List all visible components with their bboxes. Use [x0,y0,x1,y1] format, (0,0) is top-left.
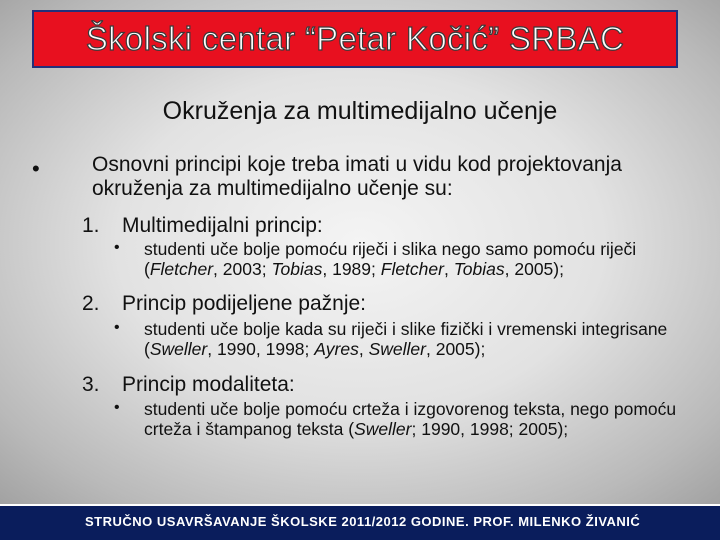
intro-bullet: • [32,156,40,181]
principle-3-bullet: • [114,399,120,416]
principle-1-bullet: • [114,239,120,256]
intro-text: Osnovni principi koje treba imati u vidu kod projektovanja okruženja za multimedijalno učenje su: [92,153,622,200]
detail-text: , 1989; [322,259,381,279]
detail-text: ; 1990, 1998; 2005); [411,419,569,439]
author-name: Sweller [149,339,208,359]
detail-text: , 2005); [425,339,486,359]
author-name: Tobias [453,259,505,279]
principle-2-label: Princip podijeljene pažnje: [122,292,366,315]
principle-2-bullet: • [114,319,120,336]
principle-3-detail [144,399,689,439]
principle-3-number: 3. [82,373,100,396]
principle-2-detail [144,319,689,359]
author-name: Fletcher [380,259,444,279]
detail-text: , 2005); [504,259,564,279]
author-name: Fletcher [149,259,214,279]
principle-1-number: 1. [82,214,100,237]
principle-1-detail [144,239,689,279]
detail-text: , 1990, 1998; [207,339,315,359]
author-name: Tobias [271,259,323,279]
footer-text: STRUČNO USAVRŠAVANJE ŠKOLSKE 2011/2012 GODINE. PROF. MILENKO ŽIVANIĆ [85,514,641,529]
principle-2-number: 2. [82,292,100,315]
footer-bar [0,504,720,540]
author-name: Ayres [314,339,359,359]
detail-text: studenti uče bolje pomoću crteža i izgovorenog teksta, nego pomoću crteža i štampanog teksta ( [144,399,677,439]
detail-text: , [443,259,454,279]
principle-1-label: Multimedijalni princip: [122,214,323,237]
author-name: Sweller [354,419,412,439]
slide-title: Školski centar “Petar Kočić” SRBAC [85,20,625,57]
detail-text: , [358,339,369,359]
detail-text: studenti uče bolje kada su riječi i slike fizički i vremenski integrisane ( [144,319,668,359]
author-name: Sweller [368,339,426,359]
principle-3-label: Princip modaliteta: [122,373,295,396]
slide-subtitle: Okruženja za multimedijalno učenje [162,97,558,125]
detail-text: , 2003; [213,259,272,279]
detail-text: studenti uče bolje pomoću riječi i slika nego samo pomoću riječi ( [144,239,637,279]
